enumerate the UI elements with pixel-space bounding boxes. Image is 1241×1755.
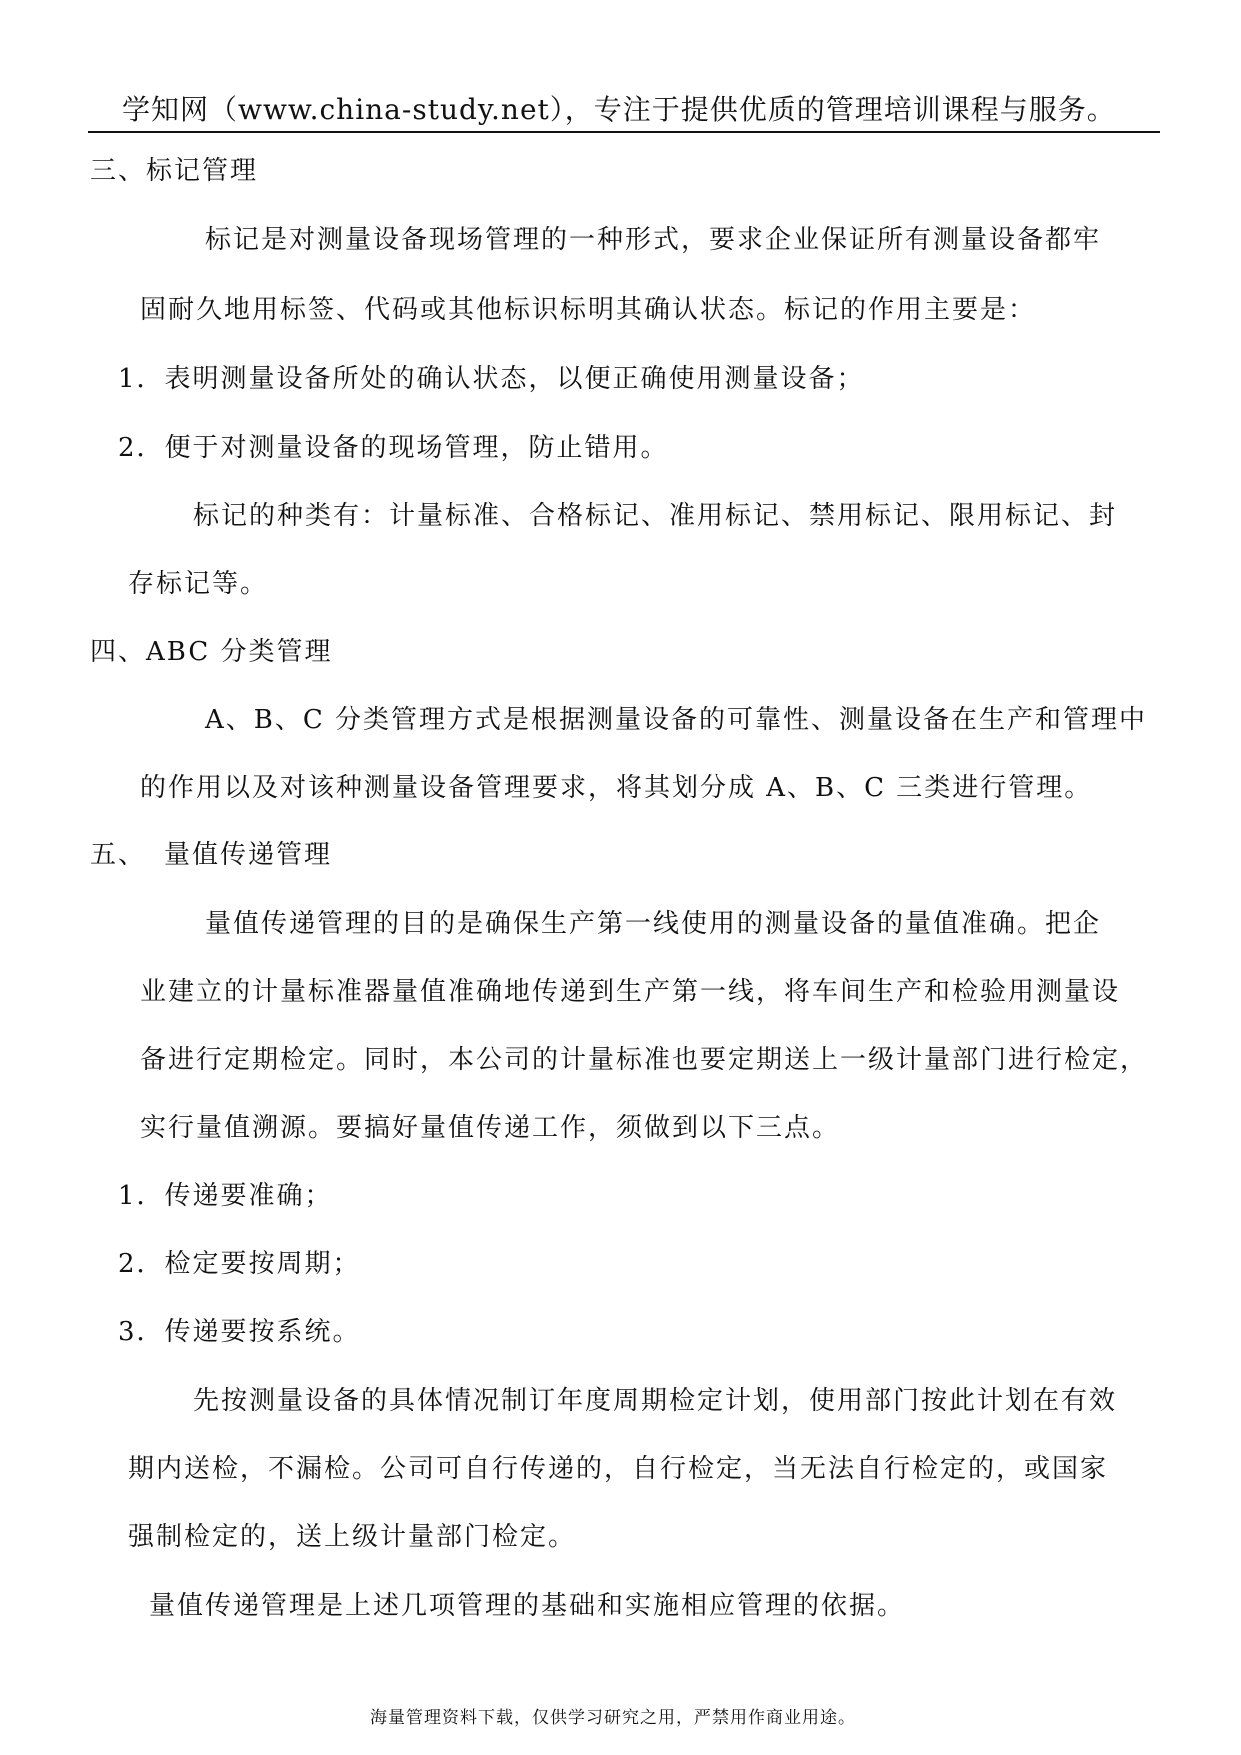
s5-list-item-3: 3．传递要按系统。 [118, 1317, 361, 1347]
s5-paragraph3-line1: 量值传递管理是上述几项管理的基础和实施相应管理的依据。 [149, 1591, 906, 1621]
s5-paragraph1-line4: 实行量值溯源。要搞好量值传递工作，须做到以下三点。 [140, 1113, 841, 1143]
header-text: 学知网（www.china-study.net），专注于提供优质的管理培训课程与服务。 [122, 93, 1116, 126]
header-divider [88, 131, 1160, 133]
s3-paragraph2-line2: 存标记等。 [128, 569, 269, 599]
s3-list-item-2: 2．便于对测量设备的现场管理，防止错用。 [118, 433, 669, 463]
s3-paragraph1-line2: 固耐久地用标签、代码或其他标识标明其确认状态。标记的作用主要是： [140, 295, 1037, 325]
section-heading-5-number: 五、 [90, 840, 147, 870]
s5-paragraph2-line3: 强制检定的，送上级计量部门检定。 [128, 1522, 577, 1552]
s3-paragraph2-line1: 标记的种类有：计量标准、合格标记、准用标记、禁用标记、限用标记、封 [193, 501, 1118, 531]
s4-paragraph1-line2: 的作用以及对该种测量设备管理要求，将其划分成 A、B、C 三类进行管理。 [140, 773, 1093, 803]
section-heading-5-title: 量值传递管理 [164, 840, 333, 870]
s5-paragraph2-line1: 先按测量设备的具体情况制订年度周期检定计划，使用部门按此计划在有效 [193, 1386, 1118, 1416]
s5-list-item-1: 1．传递要准确； [118, 1181, 333, 1211]
s5-list-item-2: 2．检定要按周期； [118, 1249, 361, 1279]
s5-paragraph1-line3: 备进行定期检定。同时，本公司的计量标准也要定期送上一级计量部门进行检定， [140, 1045, 1149, 1075]
section-heading-3: 三、标记管理 [90, 156, 259, 186]
s5-paragraph1-line2: 业建立的计量标准器量值准确地传递到生产第一线，将车间生产和检验用测量设 [140, 977, 1121, 1007]
s5-paragraph1-line1: 量值传递管理的目的是确保生产第一线使用的测量设备的量值准确。把企 [205, 909, 1102, 939]
section-heading-4: 四、ABC 分类管理 [90, 637, 333, 667]
footer-text: 海量管理资料下载，仅供学习研究之用，严禁用作商业用途。 [370, 1708, 856, 1728]
s3-paragraph1-line1: 标记是对测量设备现场管理的一种形式，要求企业保证所有测量设备都牢 [205, 225, 1102, 255]
s4-paragraph1-line1: A、B、C 分类管理方式是根据测量设备的可靠性、测量设备在生产和管理中 [205, 705, 1148, 735]
s5-paragraph2-line2: 期内送检，不漏检。公司可自行传递的，自行检定，当无法自行检定的，或国家 [128, 1454, 1109, 1484]
s3-list-item-1: 1．表明测量设备所处的确认状态，以便正确使用测量设备； [118, 364, 865, 394]
